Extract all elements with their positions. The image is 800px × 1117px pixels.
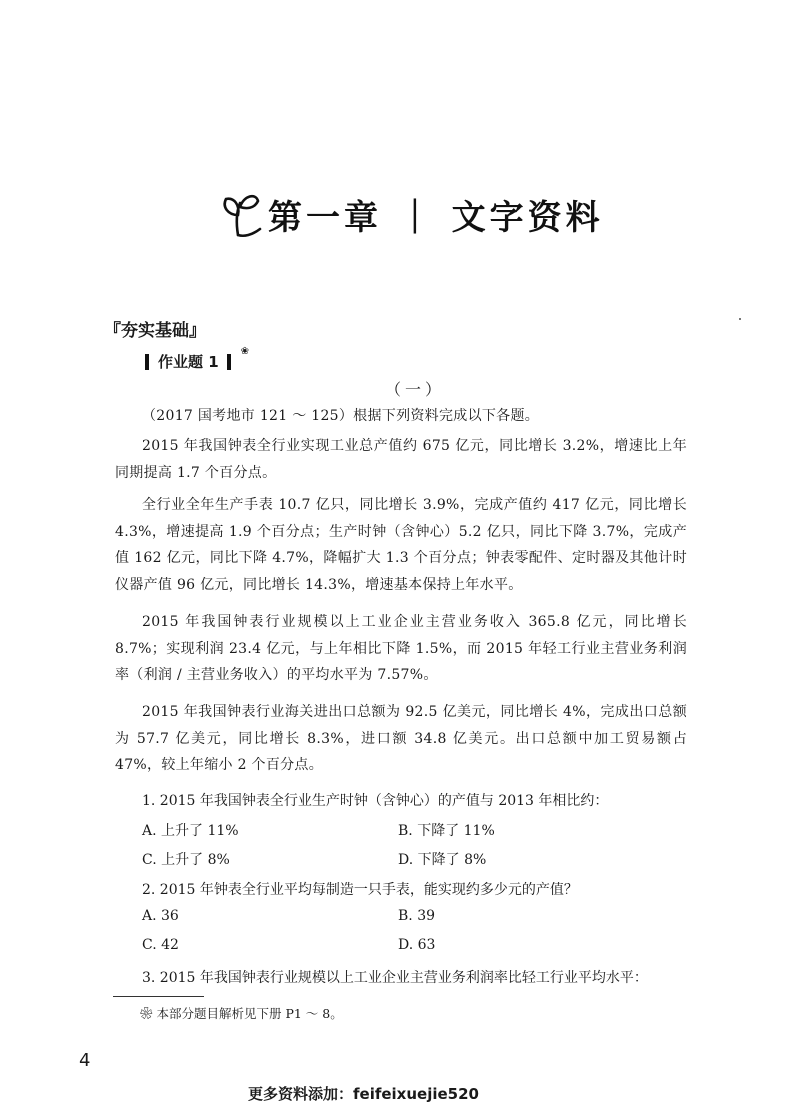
material-paragraph: 全行业全年生产手表 10.7 亿只，同比增长 3.9%，完成产值约 417 亿元，同比增长 4.3%，增速提高 1.9 个百分点；生产时钟（含钟心）5.2 亿只，同比下降 3.7%，完成产值 162 亿元，同比下降 4.7%，降幅扩大 1.3 个百分点；钟表零配件、定时器及其他计时仪器产值 96 亿元，同比增长 14.3%，增速基本保持上年水平。	[115, 497, 687, 593]
homework-heading	[145, 346, 250, 372]
promo-text: 更多资料添加：feifeixuejie520	[248, 1085, 479, 1103]
option-c: C. 42	[142, 937, 179, 953]
section-heading: 『夯实基础』	[104, 321, 206, 341]
option-c: C. 上升了 8%	[142, 852, 230, 868]
question-set-label: （一）	[385, 380, 446, 399]
footnote: ❀ 本部分题目解析见下册 P1 ～ 8。	[140, 1006, 343, 1021]
question-stem: 3. 2015 年我国钟表行业规模以上工业企业主营业务利润率比轻工行业平均水平：	[142, 970, 648, 986]
option-a: A. 上升了 11%	[142, 823, 239, 839]
option-b: B. 下降了 11%	[398, 823, 495, 839]
option-d: D. 下降了 8%	[398, 852, 487, 868]
material-paragraph: 2015 年我国钟表行业规模以上工业企业主营业务收入 365.8 亿元，同比增长 8.7%；实现利润 23.4 亿元，与上年相比下降 1.5%，而 2015 年轻工行业主营业务利润率（利润 / 主营业务收入）的平均水平为 7.57%。	[115, 614, 687, 684]
question-stem: 2. 2015 年钟表全行业平均每制造一只手表，能实现约多少元的产值？	[142, 882, 578, 898]
option-b: B. 39	[398, 908, 436, 924]
source-line: （2017 国考地市 121 ～ 125）根据下列资料完成以下各题。	[142, 408, 540, 424]
scan-speck	[739, 318, 741, 320]
heading-bar-left	[145, 354, 149, 370]
sprout-icon	[218, 189, 262, 239]
heading-bar-right	[227, 354, 231, 370]
option-d: D. 63	[398, 937, 436, 953]
material-paragraph: 2015 年我国钟表行业海关进出口总额为 92.5 亿美元，同比增长 4%，完成出口总额为 57.7 亿美元，同比增长 8.3%，进口额 34.8 亿美元。出口总额中加工贸易额占 47%，较上年缩小 2 个百分点。	[115, 704, 687, 774]
chapter-title-text: 第一章 ｜ 文字资料	[268, 197, 604, 238]
chapter-title	[218, 184, 604, 244]
footnote-marker-icon: ❀	[240, 346, 250, 357]
material-paragraph: 2015 年我国钟表全行业实现工业总产值约 675 亿元，同比增长 3.2%，增速比上年同期提高 1.7 个百分点。	[115, 438, 687, 481]
question-stem: 1. 2015 年我国钟表全行业生产时钟（含钟心）的产值与 2013 年相比约：	[142, 793, 609, 809]
page-number: 4	[79, 1050, 91, 1071]
footnote-divider	[113, 996, 204, 997]
option-a: A. 36	[142, 908, 179, 924]
homework-label: 作业题 1	[158, 353, 219, 371]
